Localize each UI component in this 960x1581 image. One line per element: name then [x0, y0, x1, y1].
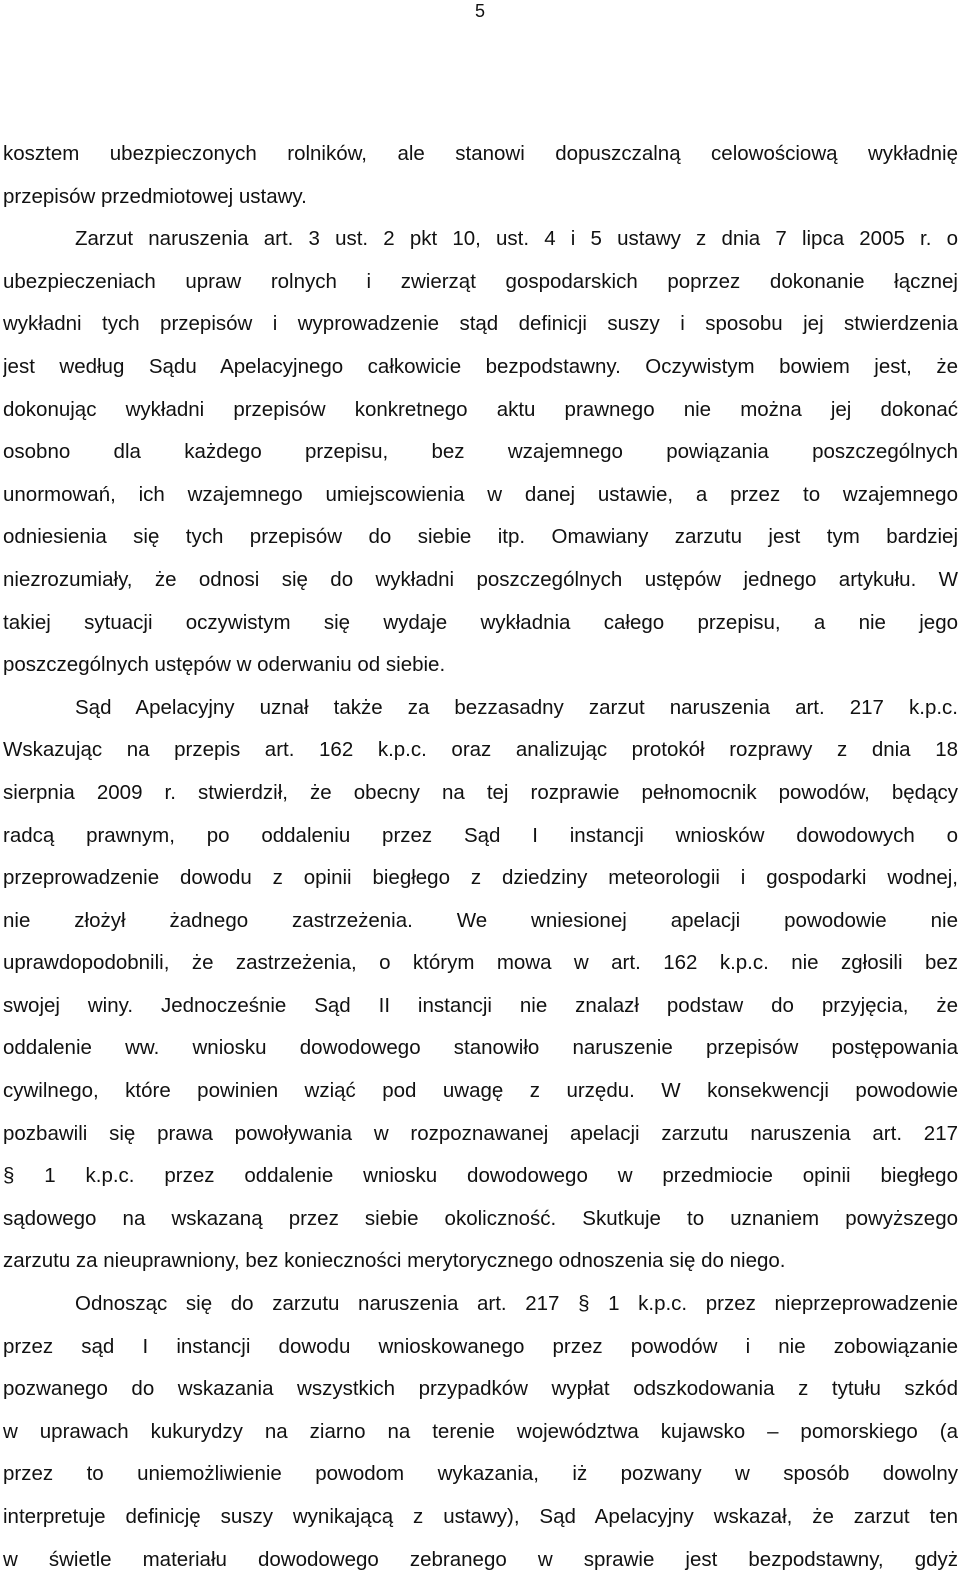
text-line: jest według Sądu Apelacyjnego całkowicie bezpodstawny. Oczywistym bowiem jest, że	[3, 354, 958, 378]
text-line: zarzutu za nieuprawniony, bez konieczności merytorycznego odnoszenia się do niego.	[3, 1249, 786, 1273]
text-line: § 1 k.p.c. przez oddalenie wniosku dowodowego w przedmiocie opinii biegłego	[3, 1164, 958, 1188]
text-line: uprawdopodobnili, że zastrzeżenia, o którym mowa w art. 162 k.p.c. nie zgłosili bez	[3, 951, 958, 975]
text-line: przez sąd I instancji dowodu wnioskowanego przez powodów i nie zobowiązanie	[3, 1334, 958, 1358]
text-line: unormowań, ich wzajemnego umiejscowienia w danej ustawie, a przez to wzajemnego	[3, 482, 958, 506]
text-line: oddalenie ww. wniosku dowodowego stanowiło naruszenie przepisów postępowania	[3, 1036, 958, 1060]
text-line: interpretuje definicję suszy wynikającą z ustawy), Sąd Apelacyjny wskazał, że zarzut ten	[3, 1505, 958, 1528]
text-line: pozwanego do wskazania wszystkich przypadków wypłat odszkodowania z tytułu szkód	[3, 1377, 958, 1401]
text-line: odniesienia się tych przepisów do siebie itp. Omawiany zarzutu jest tym bardziej	[3, 525, 958, 549]
text-line: radcą prawnym, po oddaleniu przez Sąd I instancji wniosków dowodowych o	[3, 823, 958, 847]
text-line: przeprowadzenie dowodu z opinii biegłego z dziedziny meteorologii i gospodarki wodnej,	[3, 866, 958, 890]
text-line: osobno dla każdego przepisu, bez wzajemnego powiązania poszczególnych	[3, 440, 958, 464]
text-line: kosztem ubezpieczonych rolników, ale stanowi dopuszczalną celowościową wykładnię	[3, 142, 958, 165]
page-number: 5	[474, 1, 485, 21]
text-line: w świetle materiału dowodowego zebranego w sprawie jest bezpodstawny, gdyż	[3, 1547, 958, 1571]
text-line: w uprawach kukurydzy na ziarno na terenie województwa kujawsko – pomorskiego (a	[3, 1419, 958, 1443]
text-line: takiej sytuacji oczywistym się wydaje wykładnia całego przepisu, a nie jego	[3, 610, 958, 634]
text-line: sądowego na wskazaną przez siebie okoliczność. Skutkuje to uznaniem powyższego	[3, 1206, 958, 1230]
text-line: dokonując wykładni przepisów konkretnego aktu prawnego nie można jej dokonać	[3, 397, 958, 421]
text-line: niezrozumiały, że odnosi się do wykładni poszczególnych ustępów jednego artykułu. W	[3, 567, 958, 591]
text-line: sierpnia 2009 r. stwierdził, że obecny na tej rozprawie pełnomocnik powodów, będący	[3, 780, 958, 804]
text-line: swojej winy. Jednocześnie Sąd II instancji nie znalazł podstaw do przyjęcia, że	[3, 993, 958, 1017]
text-line: wykładni tych przepisów i wyprowadzenie stąd definicji suszy i sposobu jej stwierdzenia	[3, 312, 958, 336]
text-line: Wskazując na przepis art. 162 k.p.c. oraz analizując protokół rozprawy z dnia 18	[3, 738, 958, 762]
text-line: Sąd Apelacyjny uznał także za bezzasadny zarzut naruszenia art. 217 k.p.c.	[75, 695, 958, 719]
text-line: nie złożył żadnego zastrzeżenia. We wniesionej apelacji powodowie nie	[3, 908, 958, 932]
text-line: pozbawili się prawa powoływania w rozpoznawanej apelacji zarzutu naruszenia art. 217	[3, 1121, 958, 1145]
text-line: ubezpieczeniach upraw rolnych i zwierząt gospodarskich poprzez dokonanie łącznej	[3, 269, 958, 293]
text-line: cywilnego, które powinien wziąć pod uwagę z urzędu. W konsekwencji powodowie	[3, 1079, 958, 1103]
text-line: Odnosząc się do zarzutu naruszenia art. 217 § 1 k.p.c. przez nieprzeprowadzenie	[75, 1292, 958, 1316]
text-line: przepisów przedmiotowej ustawy.	[3, 184, 307, 208]
document-body	[3, 133, 958, 1581]
text-line: przez to uniemożliwienie powodom wykazania, iż pozwany w sposób dowolny	[3, 1462, 958, 1486]
text-line: Zarzut naruszenia art. 3 ust. 2 pkt 10, ust. 4 i 5 ustawy z dnia 7 lipca 2005 r. o	[75, 227, 958, 251]
text-line: poszczególnych ustępów w oderwaniu od siebie.	[3, 653, 446, 677]
